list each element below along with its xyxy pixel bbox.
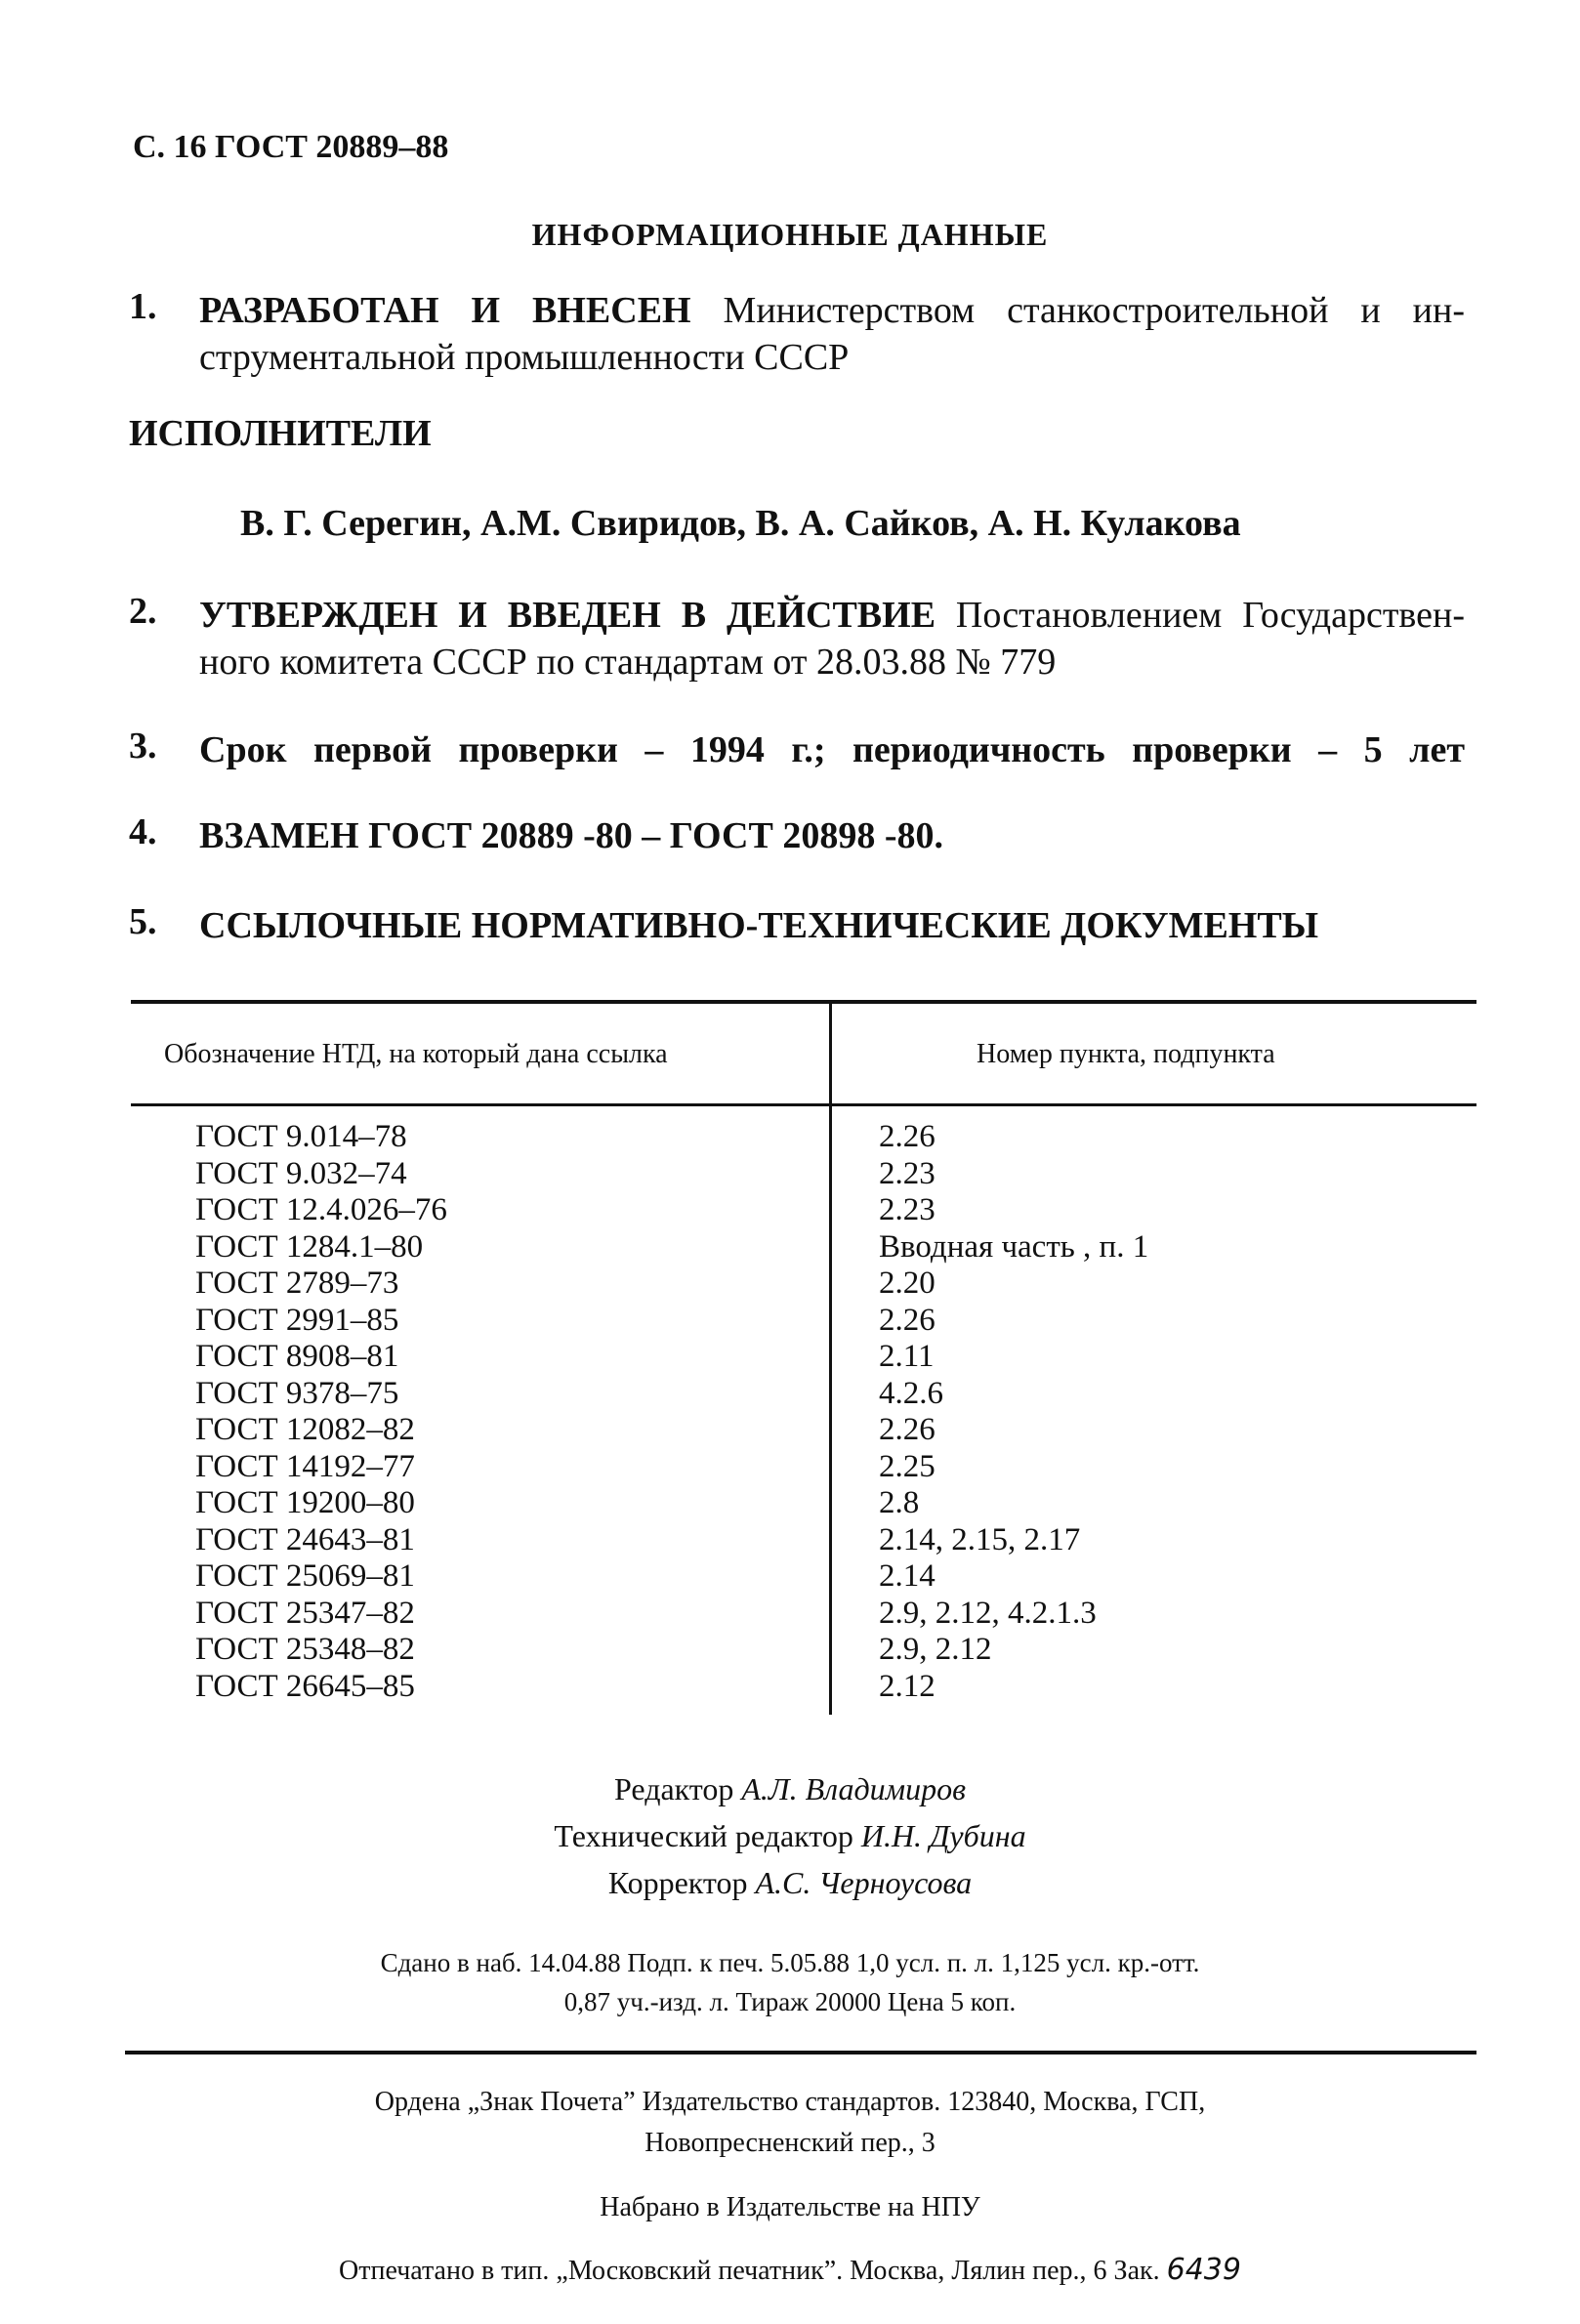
credit-name: А.С. Черноусова [755, 1865, 973, 1900]
table-cell-designation: ГОСТ 2789–73 [195, 1266, 399, 1301]
footer-line-3: Набрано в Издательстве на НПУ [600, 2192, 980, 2222]
table-cell-designation: ГОСТ 9.032–74 [195, 1155, 407, 1191]
table-cell-designation: ГОСТ 12082–82 [195, 1412, 415, 1447]
item-number: 2. [129, 591, 157, 632]
table-cell-clause: Вводная часть , п. 1 [879, 1228, 1149, 1265]
table-cell-designation: ГОСТ 8908–81 [195, 1339, 399, 1374]
item-4-text: ВЗАМЕН ГОСТ 20889 -80 – ГОСТ 20898 -80. [199, 815, 944, 856]
table-cell-clause: 2.8 [879, 1485, 920, 1520]
footer-line-2: Новопресненский пер., 3 [644, 2128, 936, 2158]
imprint-line-1: Сдано в наб. 14.04.88 Подп. к печ. 5.05.88 1,0 усл. п. л. 1,125 усл. кр.-отт. [380, 1948, 1200, 1977]
item-number: 3. [129, 726, 157, 767]
credit-name: И.Н. Дубина [860, 1818, 1026, 1853]
credit-editor [0, 1765, 1580, 1812]
table-cell-clause: 2.12 [879, 1668, 936, 1704]
item-1-line-1 [199, 285, 1465, 336]
credit-tech-editor [0, 1812, 1580, 1859]
item-1-line1-rest: Министерством станкостроительной и ин- [690, 290, 1465, 331]
table-cell-designation: ГОСТ 14192–77 [195, 1448, 415, 1484]
clause-column [879, 1119, 1148, 1705]
section-title: ИНФОРМАЦИОННЫЕ ДАННЫЕ [531, 217, 1049, 252]
table-cell-designation: ГОСТ 25348–82 [195, 1632, 415, 1667]
item-2-lead: УТВЕРЖДЕН И ВВЕДЕН В ДЕЙСТВИЕ [199, 595, 936, 636]
table-cell-clause: 2.23 [879, 1192, 936, 1227]
item-5-text: ССЫЛОЧНЫЕ НОРМАТИВНО-ТЕХНИЧЕСКИЕ ДОКУМЕНТЫ [199, 905, 1319, 946]
credits [0, 1765, 1580, 1906]
table-cell-clause: 2.9, 2.12, 4.2.1.3 [879, 1595, 1097, 1631]
executors-heading: ИСПОЛНИТЕЛИ [129, 413, 432, 454]
designation-column [195, 1119, 447, 1705]
table-cell-clause: 2.9, 2.12 [879, 1632, 992, 1667]
credit-role: Технический редактор [554, 1818, 861, 1853]
table-cell-clause: 2.26 [879, 1412, 936, 1447]
item-1-lead: РАЗРАБОТАН И ВНЕСЕН [199, 290, 691, 331]
table-cell-designation: ГОСТ 9378–75 [195, 1375, 399, 1411]
table-cell-designation: ГОСТ 25069–81 [195, 1558, 415, 1594]
page-header: С. 16 ГОСТ 20889–88 [133, 129, 449, 165]
table-cell-clause: 2.26 [879, 1302, 936, 1338]
table-header-rule [131, 1103, 1476, 1106]
table-cell-designation: ГОСТ 25347–82 [195, 1595, 415, 1631]
item-number: 4. [129, 811, 157, 852]
table-cell-clause: 4.2.6 [879, 1375, 943, 1411]
credit-role: Редактор [614, 1771, 742, 1806]
item-number: 1. [129, 286, 157, 327]
table-header-designation: Обозначение НТД, на который дана ссылка [164, 1039, 668, 1069]
item-2-line1-rest: Постановлением Государствен- [936, 595, 1465, 636]
table-cell-clause: 2.25 [879, 1448, 936, 1484]
footer-line-1: Ордена „Знак Почета” Издательство стандартов. 123840, Москва, ГСП, [374, 2087, 1206, 2117]
table-cell-designation: ГОСТ 26645–85 [195, 1668, 415, 1704]
item-2-line-1 [199, 590, 1465, 641]
table-header-clause: Номер пункта, подпункта [977, 1039, 1275, 1069]
table-cell-designation: ГОСТ 19200–80 [195, 1485, 415, 1520]
item-2-line-2: ного комитета СССР по стандартам от 28.03.88 № 779 [199, 642, 1057, 683]
table-column-divider [829, 1002, 832, 1715]
footer-line-4 [0, 2250, 1580, 2292]
table-top-rule [131, 1000, 1476, 1004]
table-cell-designation: ГОСТ 12.4.026–76 [195, 1192, 447, 1227]
item-3-text: Срок первой проверки – 1994 г.; периодичность проверки – 5 лет [199, 729, 1465, 770]
item-number: 5. [129, 901, 157, 942]
order-number: 6439 [1166, 2253, 1241, 2287]
footer-rule [125, 2051, 1476, 2054]
table-cell-clause: 2.26 [879, 1119, 936, 1154]
table-cell-clause: 2.11 [879, 1339, 935, 1374]
table-cell-clause: 2.20 [879, 1266, 936, 1301]
table-cell-clause: 2.14, 2.15, 2.17 [879, 1521, 1081, 1557]
credit-role: Корректор [607, 1865, 756, 1900]
table-cell-designation: ГОСТ 24643–81 [195, 1521, 415, 1557]
imprint-line-2: 0,87 уч.-изд. л. Тираж 20000 Цена 5 коп. [563, 1987, 1017, 2016]
table-cell-clause: 2.14 [879, 1558, 936, 1594]
executors-list: В. Г. Серегин, А.М. Свиридов, В. А. Сайков, А. Н. Кулакова [240, 503, 1241, 544]
footer-print-text: Отпечатано в тип. „Московский печатник”. Москва, Лялин пер., 6 Зак. [339, 2256, 1160, 2286]
table-cell-designation: ГОСТ 9.014–78 [195, 1119, 407, 1154]
table-cell-designation: ГОСТ 1284.1–80 [195, 1228, 424, 1265]
item-1-line-2: струментальной промышленности СССР [199, 337, 850, 378]
table-cell-designation: ГОСТ 2991–85 [195, 1302, 399, 1338]
credit-name: А.Л. Владимиров [741, 1771, 966, 1806]
credit-proofreader [0, 1859, 1580, 1906]
table-cell-clause: 2.23 [879, 1155, 936, 1191]
